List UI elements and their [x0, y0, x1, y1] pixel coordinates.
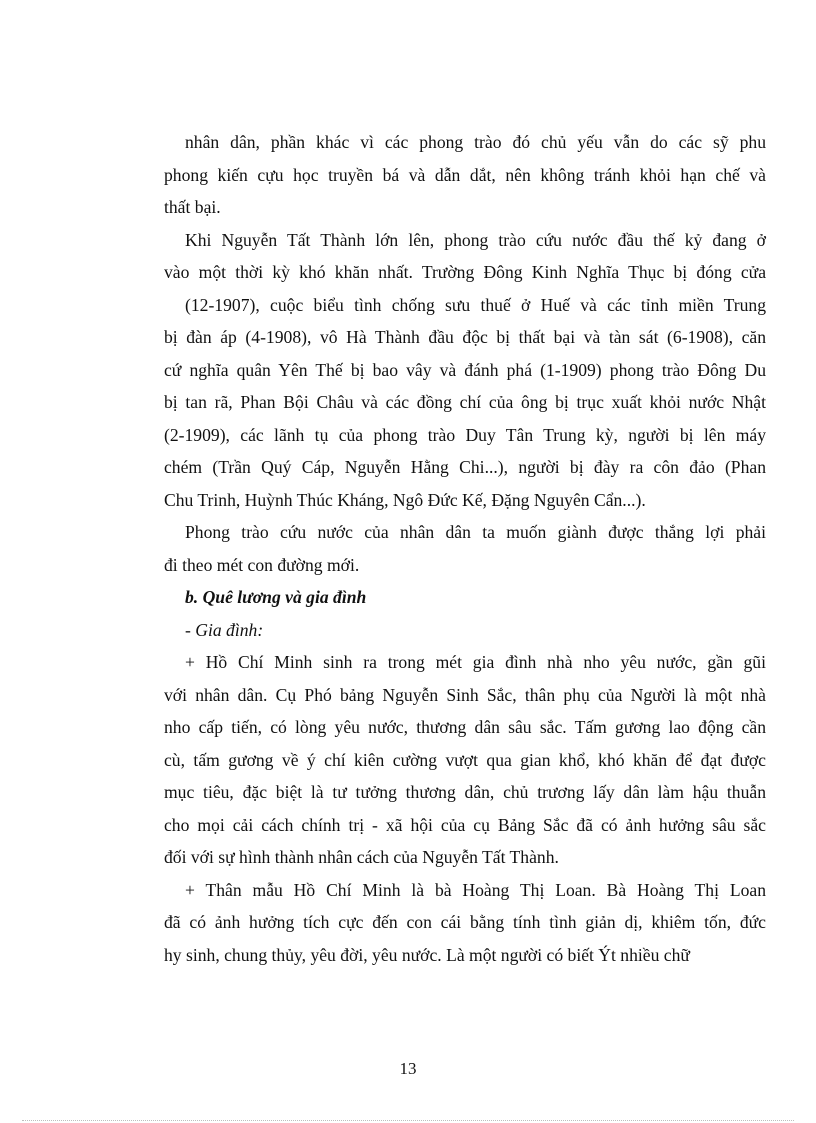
text-line: (12-1907), cuộc biểu tình chống sưu thuế ở Huế và các tỉnh miền Trung — [185, 295, 766, 315]
text-line: đối với sự hình thành nhân cách của Nguyễn Tất Thành. — [164, 847, 559, 867]
text-line: đã có ảnh hưởng tích cực đến con cái bằng tính tình giản dị, khiêm tốn, đức — [164, 912, 766, 932]
text-line: cho mọi cải cách chính trị - xã hội của cụ Bảng Sắc đã có ảnh hưởng sâu sắc — [164, 815, 766, 835]
page-bottom-border — [22, 1120, 794, 1121]
text-line: + Hồ Chí Minh sinh ra trong mét gia đình nhà nho yêu nước, gần gũi — [185, 652, 766, 672]
text-line: Phong trào cứu nước của nhân dân ta muốn giành được thắng lợi phải — [185, 522, 766, 542]
page-number: 13 — [399, 1059, 417, 1078]
text-line: đi theo mét con đường mới. — [164, 555, 360, 575]
text-line: phong kiến cựu học truyền bá và dẫn dắt, nên không tránh khỏi hạn chế và — [164, 165, 766, 185]
subsection-label: - Gia đình: — [185, 620, 264, 640]
text-line: cù, tấm gương về ý chí kiên cường vượt qua gian khổ, khó khăn để đạt được — [164, 750, 766, 770]
text-line: với nhân dân. Cụ Phó bảng Nguyễn Sinh Sắc, thân phụ của Người là một nhà — [164, 685, 766, 705]
text-line: cứ nghĩa quân Yên Thế bị bao vây và đánh phá (1-1909) phong trào Đông Du — [164, 360, 766, 380]
text-line: bị tan rã, Phan Bội Châu và các đồng chí của ông bị trục xuất khỏi nước Nhật — [164, 392, 766, 412]
text-line: + Thân mẫu Hồ Chí Minh là bà Hoàng Thị Loan. Bà Hoàng Thị Loan — [185, 880, 766, 900]
text-line: (2-1909), các lãnh tụ của phong trào Duy Tân Trung kỳ, người bị lên máy — [164, 425, 766, 445]
text-line: Khi Nguyễn Tất Thành lớn lên, phong trào cứu nước đầu thế kỷ đang ở — [185, 230, 766, 250]
text-line: Chu Trinh, Huỳnh Thúc Kháng, Ngô Đức Kế, Đặng Nguyên Cẩn...). — [164, 490, 646, 510]
section-heading: b. Quê lương và gia đình — [185, 587, 367, 607]
text-line: vào một thời kỳ khó khăn nhất. Trường Đông Kinh Nghĩa Thục bị đóng cửa — [164, 262, 766, 282]
text-line: thất bại. — [164, 197, 221, 217]
text-line: nhân dân, phần khác vì các phong trào đó chủ yếu vẫn do các sỹ phu — [185, 132, 766, 152]
text-line: nho cấp tiến, có lòng yêu nước, thương dân sâu sắc. Tấm gương lao động cần — [164, 717, 766, 737]
text-line: bị đàn áp (4-1908), vô Hà Thành đầu độc bị thất bại và tàn sát (6-1908), căn — [164, 327, 766, 347]
text-line: mục tiêu, đặc biệt là tư tưởng thương dân, chủ trương lấy dân làm hậu thuẫn — [164, 782, 766, 802]
text-line: hy sinh, chung thủy, yêu đời, yêu nước. Là một người có biết Ýt nhiều chữ — [164, 945, 690, 965]
text-line: chém (Trần Quý Cáp, Nguyễn Hằng Chi...), người bị đày ra côn đảo (Phan — [164, 457, 766, 477]
